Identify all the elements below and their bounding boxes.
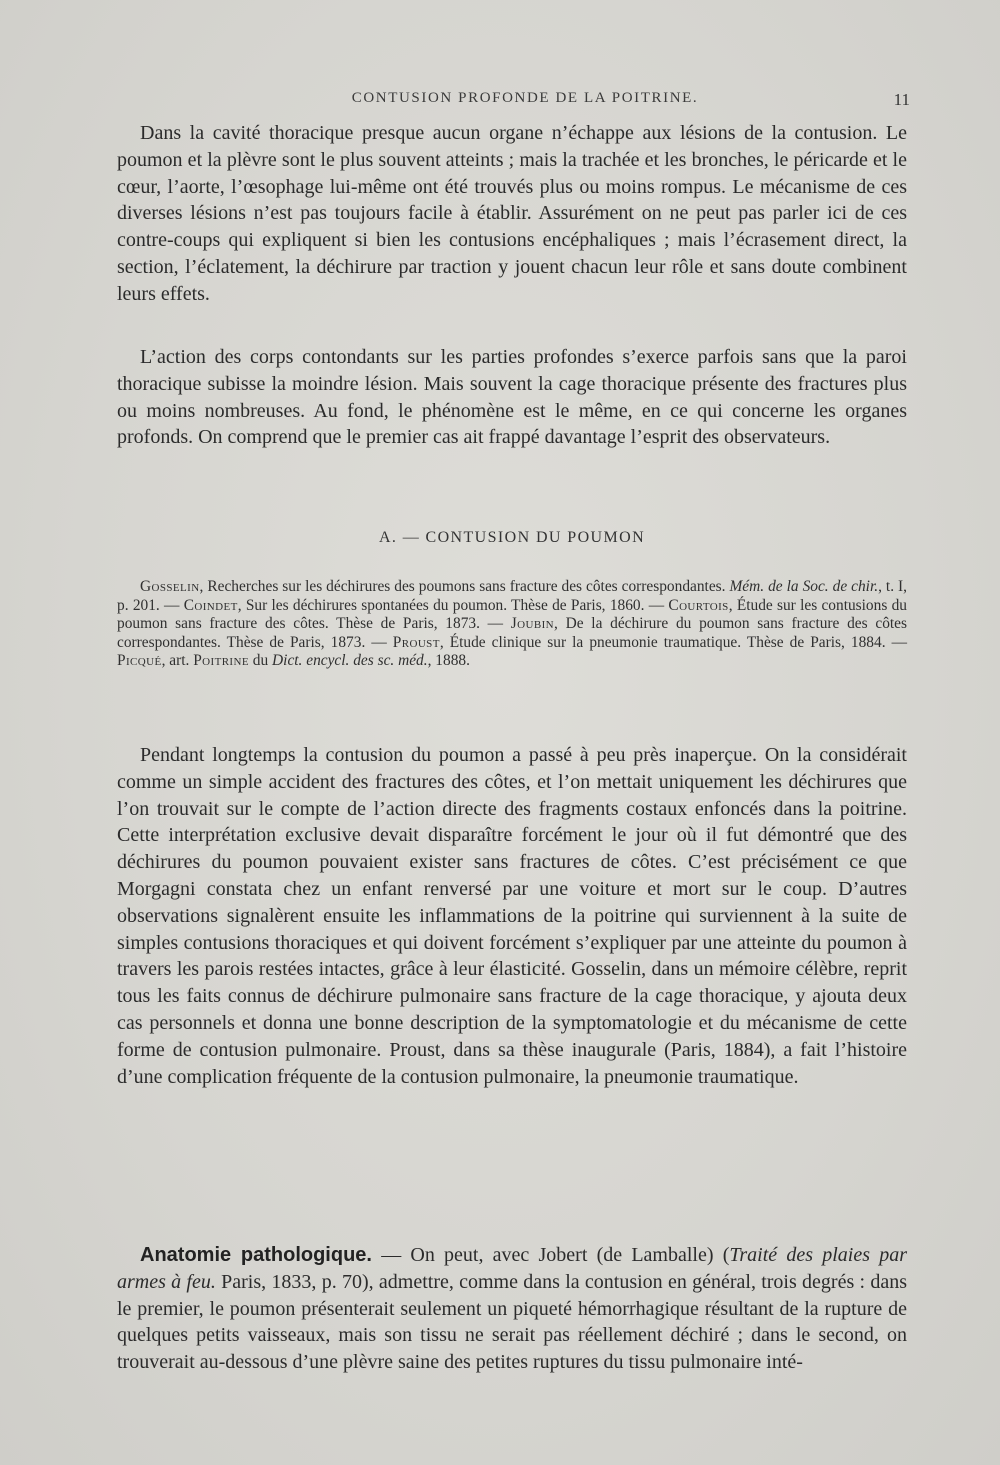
page-number: 11 (893, 90, 910, 109)
bib-text: , Sur les déchirures spontanées du poumon. Thèse de Paris, 1860. — (237, 596, 669, 614)
bib-text: , De la déchirure du poumon sans fracture des côtes correspondantes. Thèse de Paris, 1873. — (117, 615, 907, 651)
bibliography (117, 578, 907, 671)
anatomie-body: Paris, 1833, p. 70), admettre, comme dans la contusion en général, trois degrés : dans le premier, le poumon présenterait seulement un piqueté hémorrhagique résultant de la rupture de quelques petits vaisseaux, mais son tissu ne serait pas réellement déchiré ; dans le second, on trouverait au-dessous d’une plèvre saine des petites ruptures du tissu pulmonaire inté- (117, 1270, 907, 1374)
book-title: Traité des plaies par armes à feu. (117, 1244, 907, 1293)
bib-text: , art. (161, 652, 194, 670)
section-heading: A. — CONTUSION DU POUMON (378, 529, 646, 546)
journal-title: Mém. de la Soc. de chir. (729, 578, 879, 595)
author-courtois: Courtois (668, 596, 729, 614)
anatomie-lead: — On peut, avec Jobert (de Lamballe) ( (371, 1244, 730, 1266)
paragraph-anatomie-pathologique (117, 1242, 907, 1376)
bib-text: du (248, 652, 273, 670)
author-gosselin: Gosselin (140, 578, 200, 595)
bib-text: , Étude clinique sur la pneumonie traumatique. Thèse de Paris, 1884. — (439, 633, 907, 651)
bib-text: , Étude sur les contusions du poumon sans fracture des côtes. Thèse de Paris, 1873. — (117, 596, 907, 633)
article-poitrine: Poitrine (193, 652, 249, 670)
author-coindet: Coindet (183, 596, 238, 614)
dictionary-title: Dict. encycl. des sc. méd. (272, 652, 428, 670)
paragraph-corps-contondants: L’action des corps contondants sur les parties profondes s’exerce parfois sans que la paroi thoracique subisse la moindre lésion. Mais souvent la cage thoracique présente des fractures plus ou moins nombreuses. Au fond, le phénomène est le même, en ce qui concerne les organes profonds. On comprend que le premier cas ait frappé davantage l’esprit des observateurs. (117, 346, 907, 449)
author-joubin: Joubin (510, 615, 555, 633)
paragraph-lesions-thoraciques: Dans la cavité thoracique presque aucun organe n’échappe aux lésions de la contusion. Le poumon et la plèvre sont le plus souvent atteints ; mais la trachée et les bronches, le péricarde et le cœur, l’aorte, l’œsophage lui-même ont été trouvés plus ou moins rompus. Le mécanisme de ces diverses lésions n’est pas toujours facile à établir. Assurément on ne peut pas parler ici de ces contre-coups qui expliquent si bien les contusions encéphaliques ; mais l’écrasement direct, la section, l’éclatement, la déchirure par traction y jouent chacun leur rôle et sans doute combinent leurs effets. (117, 122, 907, 305)
running-title: CONTUSION PROFONDE DE LA POITRINE. (351, 90, 699, 106)
anatomie-heading: Anatomie pathologique. (140, 1244, 372, 1266)
page-header (140, 90, 910, 114)
paragraph-historique: Pendant longtemps la contusion du poumon a passé à peu près inaperçue. On la considérait comme un simple accident des fractures des côtes, et l’on mettait uniquement les déchirures que l’on trouvait sur le compte de l’action directe des fragments costaux enfoncés dans la poitrine. Cette interprétation exclusive devait disparaître forcément le jour où il fut démontré que des déchirures du poumon pouvaient exister sans fractures de côtes. C’est précisément ce que Morgagni constata chez un enfant renversé par une voiture et mort sur le coup. D’autres observations signalèrent ensuite les inflammations de la poitrine qui surviennent à la suite de simples contusions thoraciques et qui doivent forcément s’expliquer par une atteinte du poumon à travers les parois restées intactes, grâce à leur élasticité. Gosselin, dans un mémoire célèbre, reprit tous les faits connus de déchirure pulmonaire sans fracture de la cage thoracique, y ajouta deux cas personnels et donna une bonne description de la symptomatologie et du mécanisme de cette forme de contusion pulmonaire. Proust, dans sa thèse inaugurale (Paris, 1884), a fait l’histoire d’une complication fréquente de la contusion pulmonaire, la pneumonie traumatique. (117, 744, 907, 1088)
bib-text: , Recherches sur les déchirures des poumons sans fracture des côtes correspondantes. (199, 578, 730, 595)
author-picque: Picqué (117, 652, 162, 670)
bib-text: , t. I, p. 201. — (117, 578, 908, 614)
author-proust: Proust (392, 633, 440, 651)
bib-text: , 1888. (427, 652, 470, 670)
